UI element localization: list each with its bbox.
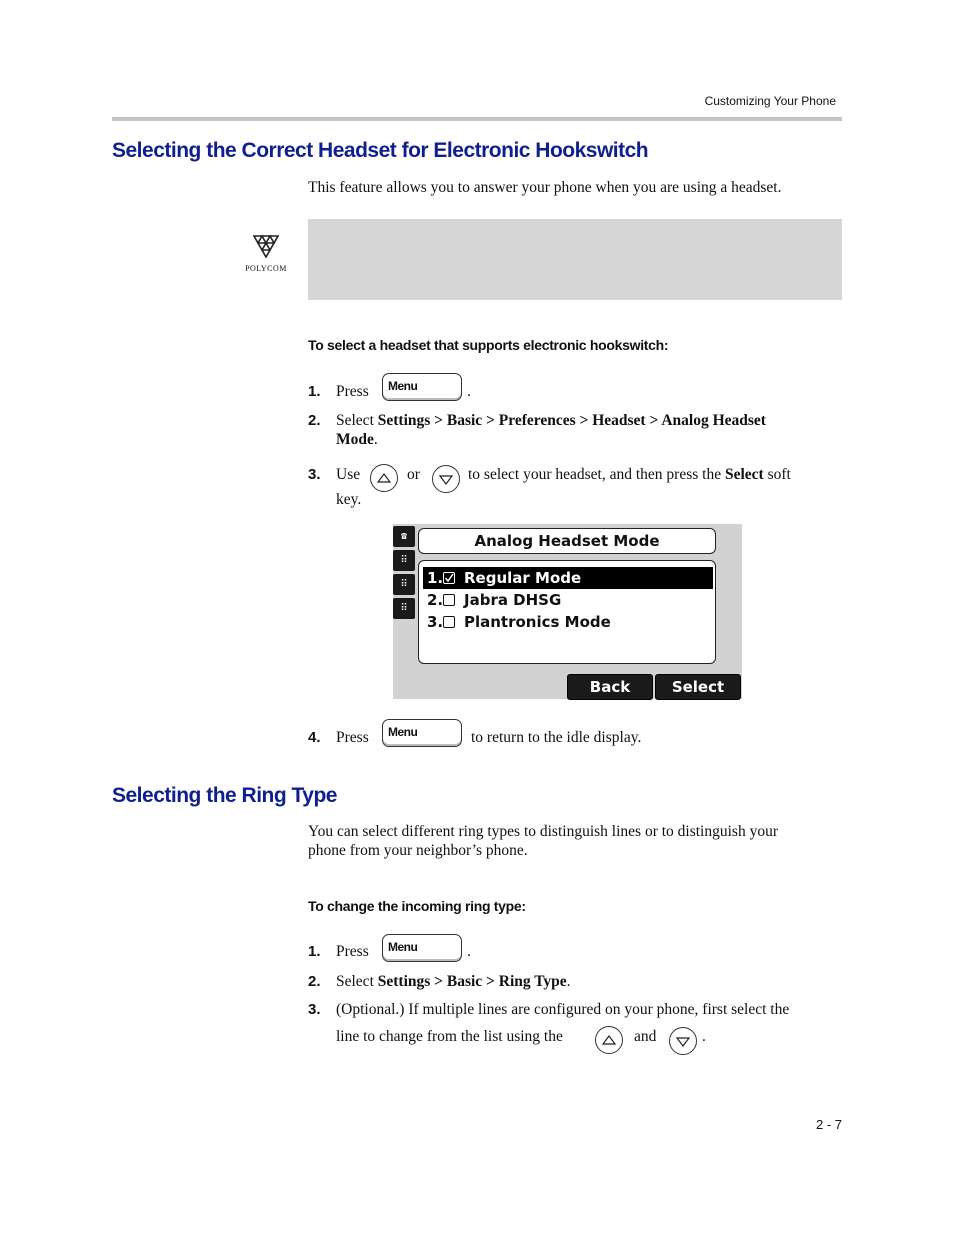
ring-intro-line2: phone from your neighbor’s phone. (308, 842, 528, 859)
menu-key-label: Menu (388, 940, 418, 954)
step-text: . (373, 431, 378, 448)
down-arrow-key-icon (669, 1027, 697, 1055)
down-arrow-key-icon (432, 465, 460, 493)
step-number: 1. (308, 383, 321, 400)
menu-path: Settings > Basic > Ring Type (377, 973, 567, 990)
header-rule (112, 117, 842, 121)
section-title-ring-type: Selecting the Ring Type (112, 784, 337, 807)
step-text: line to change from the list using the (336, 1028, 563, 1045)
step-number: 3. (308, 466, 321, 483)
step-text: . (702, 1028, 706, 1045)
item-number: 1. (427, 569, 444, 587)
step-number: 4. (308, 729, 321, 746)
list-item[interactable] (423, 567, 713, 589)
step-text: key. (336, 491, 362, 508)
step-text: Press (336, 729, 369, 746)
step-text: . (566, 973, 571, 990)
checkbox-icon (443, 616, 455, 628)
step-number: 2. (308, 412, 321, 429)
item-label: Regular Mode (464, 569, 582, 587)
procedure-title-headset: To select a headset that supports electronic hookswitch: (308, 337, 669, 353)
step-text: to return to the idle display. (471, 729, 642, 746)
item-number: 3. (427, 613, 444, 631)
keypad-icon: ⠿ (393, 574, 415, 595)
polycom-triangles-icon (252, 234, 280, 258)
step-number: 2. (308, 973, 321, 990)
handset-icon: ☎ (393, 526, 415, 547)
ring-intro-line1: You can select different ring types to distinguish lines or to distinguish your (308, 823, 778, 840)
step-text: . (467, 383, 471, 400)
menu-path-cont: Mode (336, 431, 374, 448)
step-text (336, 972, 571, 992)
list-item[interactable] (423, 589, 713, 611)
list-item[interactable] (423, 611, 713, 633)
menu-key (382, 934, 462, 962)
select-softkey[interactable]: Select (655, 674, 741, 700)
step-text: Select (336, 412, 374, 429)
item-label: Jabra DHSG (464, 591, 562, 609)
step-text: to select your headset, and then press the (468, 466, 722, 483)
step-text: Use (336, 466, 361, 483)
step-text: Press (336, 943, 369, 960)
keypad-icon: ⠿ (393, 550, 415, 571)
procedure-title-ring: To change the incoming ring type: (308, 898, 526, 914)
section-title-headset: Selecting the Correct Headset for Electronic Hookswitch (112, 139, 649, 162)
step-text (336, 411, 766, 431)
step-text (336, 430, 378, 450)
step-number: 3. (308, 1001, 321, 1018)
step-text: Press (336, 383, 369, 400)
step-number: 1. (308, 943, 321, 960)
step-text: and (634, 1028, 657, 1045)
step-text: . (467, 943, 471, 960)
step-text: soft (767, 466, 791, 483)
mode-list (418, 560, 716, 664)
note-box (308, 219, 842, 300)
running-head: Customizing Your Phone (704, 94, 836, 108)
select-softkey-ref: Select (724, 466, 764, 483)
up-arrow-key-icon (370, 464, 398, 492)
item-number: 2. (427, 591, 444, 609)
step-text: Select (336, 973, 374, 990)
menu-path: Settings > Basic > Preferences > Headset > Analog Headset (377, 412, 766, 429)
page-number: 2 - 7 (815, 1117, 842, 1132)
menu-key-label: Menu (388, 725, 418, 739)
checkbox-icon (443, 594, 455, 606)
screen-title: Analog Headset Mode (418, 528, 716, 554)
back-softkey[interactable]: Back (567, 674, 653, 700)
polycom-wordmark: POLYCOM (245, 264, 287, 273)
menu-key-label: Menu (388, 379, 418, 393)
checkbox-checked-icon (443, 572, 455, 584)
headset-intro: This feature allows you to answer your phone when you are using a headset. (308, 179, 782, 196)
polycom-logo (236, 234, 296, 273)
menu-key (382, 373, 462, 401)
phone-screen (393, 524, 742, 699)
step-text: or (407, 466, 420, 483)
item-label: Plantronics Mode (464, 613, 611, 631)
up-arrow-key-icon (595, 1026, 623, 1054)
step-text (468, 465, 791, 485)
menu-key (382, 719, 462, 747)
keypad-icon: ⠿ (393, 598, 415, 619)
step-text: (Optional.) If multiple lines are configured on your phone, first select the (336, 1001, 790, 1018)
line-keys (393, 526, 415, 622)
